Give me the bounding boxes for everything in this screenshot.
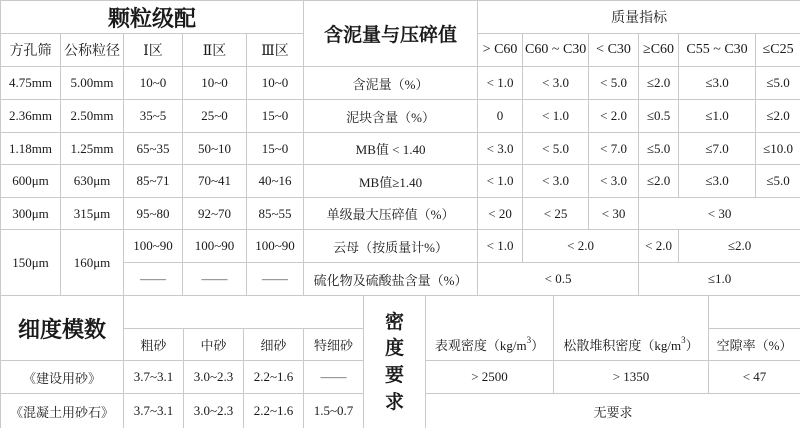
col-header-grade: > C60 xyxy=(478,34,523,67)
fineness-value-cell: 1.5~0.7 xyxy=(304,394,364,428)
sieve-size-cell: 2.36mm xyxy=(1,100,61,133)
quality-value-cell: ≤2.0 xyxy=(756,100,800,133)
superscript: 3 xyxy=(526,335,532,345)
no-requirement-cell: 无要求 xyxy=(426,394,800,428)
sieve-size-cell: 600μm xyxy=(1,165,61,198)
quality-value-cell: < 20 xyxy=(478,198,523,230)
quality-value-cell: < 25 xyxy=(523,198,589,230)
quality-value-cell: < 1.0 xyxy=(523,100,589,133)
col-header-grade: ≤C25 xyxy=(756,34,800,67)
quality-value-cell: < 1.0 xyxy=(478,67,523,100)
quality-value-cell: ≤7.0 xyxy=(679,133,756,165)
bulk-density-label: 松散堆积密度（kg/m xyxy=(563,338,682,353)
quality-value-cell: ≤3.0 xyxy=(679,165,756,198)
quality-value-cell: 0 xyxy=(478,100,523,133)
zone-value-cell: —— xyxy=(124,263,183,296)
nominal-size-cell: 1.25mm xyxy=(61,133,124,165)
zone-value-cell: 65~35 xyxy=(124,133,183,165)
apparent-density-label-close: ） xyxy=(531,338,545,353)
zone-value-cell: 100~90 xyxy=(247,230,304,263)
col-header-sieve: 方孔筛 xyxy=(1,34,61,67)
empty-cell xyxy=(124,296,364,329)
fineness-value-cell: 3.7~3.1 xyxy=(124,361,184,394)
quality-value-cell: < 3.0 xyxy=(523,67,589,100)
quality-value-cell: ≤2.0 xyxy=(639,165,679,198)
indicator-label-cell: MB值 < 1.40 xyxy=(304,133,478,165)
zone-value-cell: 92~70 xyxy=(183,198,247,230)
quality-value-cell: < 30 xyxy=(589,198,639,230)
col-header-medium-sand: 中砂 xyxy=(184,329,244,361)
bulk-density-label-close: ） xyxy=(685,338,699,353)
col-header-fine-sand: 细砂 xyxy=(244,329,304,361)
quality-value-cell: < 2.0 xyxy=(589,100,639,133)
indicator-label-cell: 硫化物及硫酸盐含量（%） xyxy=(304,263,478,296)
zone-value-cell: 15~0 xyxy=(247,133,304,165)
density-value-cell: > 1350 xyxy=(554,361,709,394)
fineness-value-cell: 3.0~2.3 xyxy=(184,361,244,394)
quality-value-cell: < 5.0 xyxy=(523,133,589,165)
standard-label-cell: 《混凝土用砂石》 xyxy=(1,394,124,428)
fineness-value-cell: —— xyxy=(304,361,364,394)
quality-value-cell: < 3.0 xyxy=(523,165,589,198)
quality-value-cell: ≤3.0 xyxy=(679,67,756,100)
clay-crush-title: 含泥量与压碎值 xyxy=(304,1,478,67)
quality-value-cell: < 5.0 xyxy=(589,67,639,100)
zone-value-cell: 35~5 xyxy=(124,100,183,133)
density-value-cell: > 2500 xyxy=(426,361,554,394)
quality-value-cell: ≤0.5 xyxy=(639,100,679,133)
quality-value-cell: ≤2.0 xyxy=(639,67,679,100)
col-header-apparent-density xyxy=(426,296,554,361)
quality-value-cell: < 3.0 xyxy=(589,165,639,198)
quality-value-cell: < 30 xyxy=(639,198,800,230)
sieve-size-cell: 300μm xyxy=(1,198,61,230)
nominal-size-cell: 160μm xyxy=(61,230,124,296)
fineness-value-cell: 2.2~1.6 xyxy=(244,394,304,428)
col-header-coarse-sand: 粗砂 xyxy=(124,329,184,361)
fineness-title: 细度模数 xyxy=(1,296,124,361)
indicator-label-cell: 含泥量（%） xyxy=(304,67,478,100)
superscript: 3 xyxy=(681,335,686,345)
standard-label-cell: 《建设用砂》 xyxy=(1,361,124,394)
gradation-title: 颗粒级配 xyxy=(1,1,304,34)
quality-value-cell: < 1.0 xyxy=(478,230,523,263)
quality-value-cell: < 2.0 xyxy=(523,230,639,263)
zone-value-cell: 85~55 xyxy=(247,198,304,230)
zone-value-cell: —— xyxy=(183,263,247,296)
quality-value-cell: < 1.0 xyxy=(478,165,523,198)
density-value-cell: < 47 xyxy=(709,361,800,394)
bottom-spec-table xyxy=(0,295,800,428)
col-header-grade: C60 ~ C30 xyxy=(523,34,589,67)
quality-value-cell: < 3.0 xyxy=(478,133,523,165)
zone-value-cell: 100~90 xyxy=(183,230,247,263)
quality-value-cell: < 2.0 xyxy=(639,230,679,263)
col-header-nominal-size: 公称粒径 xyxy=(61,34,124,67)
zone-value-cell: 70~41 xyxy=(183,165,247,198)
col-header-void-ratio: 空隙率（%） xyxy=(709,329,800,361)
nominal-size-cell: 630μm xyxy=(61,165,124,198)
nominal-size-cell: 5.00mm xyxy=(61,67,124,100)
quality-value-cell: ≤5.0 xyxy=(756,67,800,100)
fineness-value-cell: 3.7~3.1 xyxy=(124,394,184,428)
col-header-grade: ≥C60 xyxy=(639,34,679,67)
nominal-size-cell: 315μm xyxy=(61,198,124,230)
fineness-value-cell: 2.2~1.6 xyxy=(244,361,304,394)
indicator-label-cell: 单级最大压碎值（%） xyxy=(304,198,478,230)
density-req-title-text: 密度要求 xyxy=(384,310,404,413)
zone-value-cell: 10~0 xyxy=(124,67,183,100)
quality-index-title: 质量指标 xyxy=(478,1,800,34)
quality-value-cell: < 7.0 xyxy=(589,133,639,165)
density-req-title xyxy=(364,296,426,428)
zone-value-cell: 100~90 xyxy=(124,230,183,263)
zone-value-cell: 10~0 xyxy=(183,67,247,100)
col-header-zone1: Ⅰ区 xyxy=(124,34,183,67)
indicator-label-cell: 云母（按质量计%） xyxy=(304,230,478,263)
quality-value-cell: ≤2.0 xyxy=(679,230,800,263)
zone-value-cell: 10~0 xyxy=(247,67,304,100)
quality-value-cell: ≤1.0 xyxy=(679,100,756,133)
nominal-size-cell: 2.50mm xyxy=(61,100,124,133)
quality-value-cell: ≤5.0 xyxy=(756,165,800,198)
empty-cell xyxy=(709,296,800,329)
quality-value-cell: ≤10.0 xyxy=(756,133,800,165)
col-header-extra-fine-sand: 特细砂 xyxy=(304,329,364,361)
sieve-size-cell: 4.75mm xyxy=(1,67,61,100)
zone-value-cell: 25~0 xyxy=(183,100,247,133)
col-header-grade: < C30 xyxy=(589,34,639,67)
fineness-value-cell: 3.0~2.3 xyxy=(184,394,244,428)
zone-value-cell: 40~16 xyxy=(247,165,304,198)
quality-value-cell: ≤1.0 xyxy=(639,263,800,296)
zone-value-cell: 15~0 xyxy=(247,100,304,133)
apparent-density-label: 表观密度（kg/m xyxy=(434,338,527,353)
indicator-label-cell: 泥块含量（%） xyxy=(304,100,478,133)
quality-value-cell: < 0.5 xyxy=(478,263,639,296)
indicator-label-cell: MB值≥1.40 xyxy=(304,165,478,198)
zone-value-cell: 85~71 xyxy=(124,165,183,198)
zone-value-cell: —— xyxy=(247,263,304,296)
sieve-size-cell: 150μm xyxy=(1,230,61,296)
col-header-bulk-density xyxy=(554,296,709,361)
col-header-zone3: Ⅲ区 xyxy=(247,34,304,67)
quality-value-cell: ≤5.0 xyxy=(639,133,679,165)
sieve-size-cell: 1.18mm xyxy=(1,133,61,165)
zone-value-cell: 50~10 xyxy=(183,133,247,165)
col-header-grade: C55 ~ C30 xyxy=(679,34,756,67)
zone-value-cell: 95~80 xyxy=(124,198,183,230)
col-header-zone2: Ⅱ区 xyxy=(183,34,247,67)
